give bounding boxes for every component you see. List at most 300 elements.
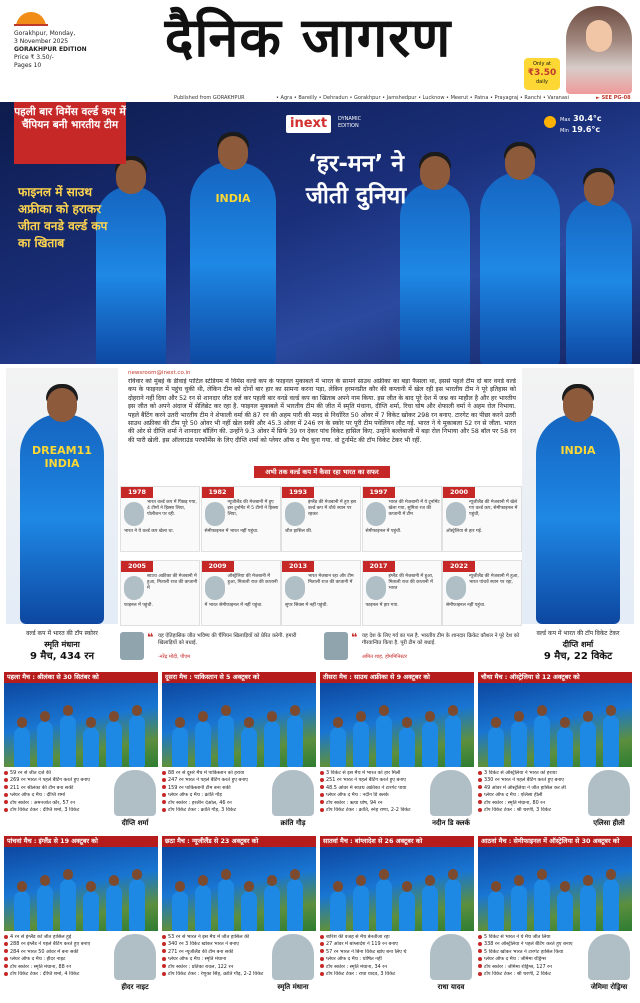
team-player (603, 715, 619, 767)
match-fact: 269 रन भारत ने पहले बैटिंग करते हुए बनाए (4, 777, 112, 784)
edition-name: GORAKHPUR EDITION (14, 46, 87, 53)
match-fact: टॉप विकेट टेकर : दीप्ति शर्मा, 3 विकेट (4, 807, 112, 814)
match-fact: टॉप विकेट टेकर : श्री चरणी, 3 विकेट (478, 807, 586, 814)
edition-place: Gorakhpur, Monday, (14, 30, 76, 37)
team-player (353, 721, 369, 767)
team-player (195, 885, 211, 931)
bullet-icon (478, 785, 482, 789)
team-player (511, 721, 527, 767)
player-of-match-photo (272, 934, 314, 980)
team-player (376, 715, 392, 767)
match-photo (320, 683, 474, 767)
timeline-result: ऑस्ट्रेलिया से हार गई. (446, 529, 483, 534)
match-heading: छठा मैच : न्यूजीलैंड से 23 अक्टूबर को (162, 836, 316, 847)
timeline-year: 1993 (282, 487, 314, 498)
timeline-year: 1978 (121, 487, 153, 498)
team-player (195, 721, 211, 767)
bullet-icon (478, 778, 482, 782)
weather-min: 19.6°c (571, 125, 601, 134)
timeline-text: न्यूजीलैंड की मेजबानी में खेले गए वर्ल्ड कप, सेमीफाइनल में पहुंची, (469, 500, 518, 517)
quote-author: -नरेंद्र मोदी, पीएम (158, 654, 191, 660)
match-fact: प्लेयर ऑफ द मैच : जेमिमा रोड्रिग्स (478, 956, 586, 963)
timeline-result: सेमीफाइनल में भारत नहीं पहुंचा. (204, 529, 259, 534)
team-player (264, 885, 280, 931)
match-fact: टॉप स्कोरर : जेमिमा रोड्रिग्स, 127 रन (478, 964, 586, 971)
timeline-result: भारत ने ये वर्ल्ड कप खेला था. (124, 529, 174, 534)
match-card (162, 836, 316, 996)
timeline-card (362, 486, 442, 552)
player-of-match-photo (430, 934, 472, 980)
bullet-icon (162, 808, 166, 812)
match-fact: प्लेयर ऑफ द मैच : घोषित नहीं (320, 956, 428, 963)
bullet-icon (4, 808, 8, 812)
bullet-icon (478, 800, 482, 804)
match-fact: प्लेयर ऑफ द मैच : क्रांति गौड़ (162, 792, 270, 799)
bullet-icon (478, 935, 482, 939)
timeline-year: 1997 (363, 487, 395, 498)
bullet-icon (162, 793, 166, 797)
right-caption: वर्ल्ड कप में भारत की टॉप विकेट टेकर (536, 630, 620, 637)
match-fact: टॉप स्कोरर : स्मृति मंधाना, 80 रन (478, 800, 586, 807)
bullet-icon (320, 964, 324, 968)
right-player-name: दीप्ति शर्मा (562, 640, 594, 649)
match-fact: 251 रन भारत ने पहले बैटिंग करते हुए बनाए (320, 777, 428, 784)
timeline-card (201, 560, 281, 626)
player-of-match-name: हीदर नाइट (121, 983, 149, 991)
team-player (330, 727, 346, 767)
match-card (320, 672, 474, 832)
match-fact: 5 विकेट खोकर भारत ने टारगेट हासिल किया (478, 949, 586, 956)
captain-photo (446, 502, 466, 526)
match-heading: आठवां मैच : सेमीफाइनल में ऑस्ट्रेलिया से 30 अक्टूबर को (478, 836, 632, 847)
bullet-icon (478, 942, 482, 946)
timeline-result: फाइनल में पहुंची. (124, 603, 153, 608)
match-fact: टॉप स्कोरर : स्मृति मंधाना, 34 रन (320, 964, 428, 971)
team-player (60, 879, 76, 931)
bullet-icon (320, 808, 324, 812)
bullet-icon (162, 935, 166, 939)
match-fact: प्लेयर ऑफ द मैच : दीप्ति शर्मा (4, 792, 112, 799)
hero-player (566, 198, 632, 364)
timeline-text: ऑस्ट्रेलिया की मेजबानी में हुआ, मिताली राज की कप्तानी (227, 574, 278, 585)
team-player (106, 885, 122, 931)
left-player-name: स्मृति मंधाना (44, 640, 80, 649)
team-player (376, 879, 392, 931)
headline-line-2: जीती दुनिया (305, 183, 407, 209)
match-facts (4, 934, 112, 978)
team-player (264, 721, 280, 767)
bullet-icon (478, 771, 482, 775)
match-fact: 57 रन भारत ने बिना विकेट खोए बना लिए थे (320, 949, 428, 956)
main-headline (272, 148, 440, 212)
inext-subtitle: DYNAMIC EDITION (338, 116, 362, 129)
edition-info (14, 30, 104, 70)
team-player (172, 727, 188, 767)
match-fact: 159 रन पाकिस्तानी टीम बना सकी (162, 785, 270, 792)
timeline-card (201, 486, 281, 552)
quote-mark-icon: ❝ (147, 631, 154, 644)
quote-text: यह देश के लिए गर्व का पल है. भारतीय टीम के शानदार क्रिकेट कौशल ने पूरे देश को गौरवान्वित किया है. पूरी टीम को बधाई. (362, 633, 520, 646)
match-fact: टॉप विकेट टेकर : दीप्ति शर्मा, 4 विकेट (4, 971, 112, 978)
weather-min-label: Min (560, 128, 569, 134)
match-fact: टॉप स्कोरर : स्मृति मंधाना, 88 रन (4, 964, 112, 971)
bullet-icon (478, 949, 482, 953)
match-facts (478, 770, 586, 814)
timeline-result: फाइनल में हार गया. (365, 603, 399, 608)
match-fact: प्लेयर ऑफ द मैच : नदीन डि क्लर्क (320, 792, 428, 799)
bullet-icon (4, 935, 8, 939)
match-photo (162, 847, 316, 931)
bullet-icon (4, 771, 8, 775)
team-player (218, 879, 234, 931)
captain-photo (366, 576, 386, 600)
match-card (4, 836, 158, 996)
timeline-card (442, 560, 522, 626)
match-photo (478, 683, 632, 767)
modi-photo (120, 632, 144, 660)
ad-person-image (566, 6, 632, 94)
weather-box (560, 114, 602, 136)
timeline-year: 2013 (282, 561, 314, 572)
bullet-icon (4, 949, 8, 953)
bullet-icon (4, 785, 8, 789)
city-navbar (0, 94, 640, 102)
match-heading: सातवां मैच : बांग्लादेश से 26 अक्टूबर को (320, 836, 474, 847)
player-of-match-name: स्मृति मंधाना (277, 983, 309, 991)
match-fact: 88 रन से दूसरे मैच में पाकिस्तान को हराया (162, 770, 270, 777)
captain-photo (205, 576, 225, 600)
match-photo (478, 847, 632, 931)
match-fact: 53 रन से भारत ने इस मैच में जीत हासिल की (162, 934, 270, 941)
weather-max: 30.4°c (573, 114, 602, 123)
world-cup-timeline (120, 486, 522, 628)
match-fact: 27 ओवर में बांग्लादेश ने 119 रन बनाए (320, 941, 428, 948)
quote-modi (120, 632, 316, 662)
match-fact: प्लेयर ऑफ द मैच : स्मृति मंधाना (162, 956, 270, 963)
team-player (14, 891, 30, 931)
bullet-icon (478, 808, 482, 812)
story-body: रविवार को मुंबई के डीवाई पाटिल स्टेडियम में विमेंस वर्ल्ड कप के फाइनल मुकाबले में भारत के सामने साउथ अफ्रीका का बड़ा फैसला था, इससे पहले टीम दो बार वनडे वर्ल्ड कप के फाइनल में पहुंच चुकी थी, लेकिन टीम को दोनों बार हार का सामना करना पड़ा, लेकिन हरमनप्रीत कौर की कप्तानी में खेल रही इस भारतीय टीम ने पूरे इतिहास को दोहराने नहीं दिया और 52 रन से शानदार जीत दर्ज कर पहली बार वनडे वर्ल्ड कप का खिताब अपने नाम किया. इस जीत के बाद पूरे देश में जश्न का माहौल है और हर भारतीय इस जीत को अपने अंदाज में सेलिब्रेट कर रहा है. फाइनल मुकाबले में भारतीय टीम की जीत में स्मृति मंधाना, दीप्ति शर्मा, रिचा घोष और शेफाली वर्मा ने अहम रोल निभाया. पहले बैटिंग करने उतरी भारतीय टीम ने शेफाली वर्मा की 87 रन की अहम पारी की मदद से निर्धारित 50 ओवर में 7 विकेट खोकर 298 रन बनाए. टारगेट का पीछा करने उतरी साउथ अफ्रीका की टीम पूरे 50 ओवर भी नहीं खेल सकी और 45.3 ओवर में 246 रन के स्कोर पर पूरी टीम पवेलियन लौट गई. भारत ने ये मुकाबला 52 रन से जीता. भारत की ओर से दीप्ति शर्मा ने शानदार बॉलिंग की. उन्होंने 9.3 ओवर में सिर्फ 39 रन देकर पांच विकेट हासिल किए. उन्होंने बल्लेबाजी में बड़ा रोल निभाया और 58 बॉल पर 58 रन की पारी खेली. इस ऑलराउंड परफॉर्मेंस के लिए दीप्ति शर्मा को प्लेयर ऑफ द मैच चुना गया. वो टूर्नामेंट की टॉप विकेट टेकर भी रहीं. (128, 378, 516, 444)
left-jersey-text: DREAM11 INDIA (32, 444, 92, 470)
match-card (320, 836, 474, 996)
bullet-icon (478, 972, 482, 976)
captain-photo (446, 576, 466, 600)
bullet-icon (478, 793, 482, 797)
right-player-stat: 9 मैच, 22 विकेट (543, 651, 613, 662)
hero-kicker: पहली बार विमेंस वर्ल्ड कप में चैंपियन बनी भारतीय टीम (14, 102, 126, 164)
team-player (422, 885, 438, 931)
match-fact: टॉप स्कोरर : अमनजोत कौर, 57 रन (4, 800, 112, 807)
bullet-icon (320, 771, 324, 775)
timeline-card (120, 486, 200, 552)
see-page-link[interactable]: ► SEE PG-08 (596, 95, 631, 101)
team-player (511, 885, 527, 931)
timeline-text: न्यूजीलैंड की मेजबानी में हुआ, भारत पांचवें स्थान पर रहा, (469, 574, 519, 585)
price-badge-top: Only at (532, 61, 552, 67)
team-player (399, 891, 415, 931)
bullet-icon (4, 957, 8, 961)
bullet-icon (4, 942, 8, 946)
weather-sun-icon (544, 116, 556, 128)
bullet-icon (320, 957, 324, 961)
match-heading: तीसरा मैच : साउथ अफ्रीका से 9 अक्टूबर को (320, 672, 474, 683)
team-player (488, 891, 504, 931)
edition-date: 3 November 2025 (14, 38, 69, 45)
player-of-match-name: राधा यादव (437, 983, 465, 991)
timeline-year: 2009 (202, 561, 234, 572)
timeline-text: भारत मेजबान रहा और टीम मिताली राज की कप्तानी में (308, 574, 354, 585)
left-player-stat: 9 मैच, 434 रन (29, 651, 95, 662)
match-fact: 49 ओवर में ऑस्ट्रेलिया ने जीत हासिल कर ली (478, 785, 586, 792)
match-photo (162, 683, 316, 767)
player-of-match-photo (272, 770, 314, 816)
hero-player (190, 162, 276, 364)
bullet-icon (162, 964, 166, 968)
player-of-match-photo (588, 934, 630, 980)
timeline-card (120, 560, 200, 626)
captain-photo (124, 502, 144, 526)
deepti-sharma-photo (522, 368, 634, 624)
timeline-result: जीत हासिल की. (285, 529, 313, 534)
match-card (4, 672, 158, 832)
bullet-icon (4, 800, 8, 804)
left-caption: वर्ल्ड कप में भारत की टॉप स्कोरर (26, 630, 98, 637)
timeline-card (362, 560, 442, 626)
timeline-year: 1982 (202, 487, 234, 498)
match-fact: टॉप विकेट टेकर : राधा यादव, 3 विकेट (320, 971, 428, 978)
hero-subhead: फाइनल में साउथ अफ्रीका को हराकर जीता वनडे वर्ल्ड कप का खिताब (18, 185, 108, 250)
edition-price: Price ₹ 3.50/- (14, 54, 54, 61)
team-player (287, 879, 303, 931)
team-player (534, 879, 550, 931)
player-of-match-photo (114, 770, 156, 816)
team-player (445, 879, 461, 931)
bullet-icon (320, 935, 324, 939)
timeline-text: न्यूजीलैंड की मेजबानी में हुए इस टूर्नामेंट में 5 टीमों ने हिस्सा लिया, (227, 500, 279, 517)
bullet-icon (162, 785, 166, 789)
timeline-heading: अभी तक वर्ल्ड कप में कैसा रहा भारत का सफर (254, 466, 390, 478)
player-of-match-name: जेमिमा रोड्रिग्स (590, 983, 628, 991)
team-player (488, 727, 504, 767)
city-list: • Agra • Bareilly • Dehradun • Gorakhpur • Jamshedpur • Lucknow • Meerut • Patna • Prayagraj • Ranchi • Varanasi (276, 95, 569, 101)
match-heading: चौथा मैच : ऑस्ट्रेलिया से 12 अक्टूबर को (478, 672, 632, 683)
match-facts (478, 934, 586, 978)
player-of-match-name: दीप्ति शर्मा (121, 819, 149, 827)
timeline-year: 2017 (363, 561, 395, 572)
timeline-card (281, 560, 361, 626)
bullet-icon (320, 778, 324, 782)
bullet-icon (320, 942, 324, 946)
match-card (162, 672, 316, 832)
weather-max-label: Max (560, 117, 571, 123)
team-player (241, 727, 257, 767)
player-of-match-photo (114, 934, 156, 980)
player-of-match-name: एलिसा हीली (593, 819, 625, 827)
team-player (37, 885, 53, 931)
match-card (478, 672, 632, 832)
match-fact: बारिश की वजह से मैच बेनतीजा रहा (320, 934, 428, 941)
player-of-match-name: क्रांति गौड़ (280, 819, 306, 827)
match-fact: 330 रन भारत ने पहले बैटिंग करते हुए बनाए (478, 777, 586, 784)
captain-photo (366, 502, 386, 526)
captain-photo (205, 502, 225, 526)
smriti-mandhana-photo (6, 368, 118, 624)
bullet-icon (162, 778, 166, 782)
right-jersey-text: INDIA (560, 444, 596, 457)
bullet-icon (320, 949, 324, 953)
match-photo (320, 847, 474, 931)
hero-player (480, 172, 560, 364)
shah-photo (324, 632, 348, 660)
team-player (330, 891, 346, 931)
captain-photo (124, 576, 144, 600)
quote-shah (324, 632, 520, 662)
team-player (106, 721, 122, 767)
timeline-year: 2000 (443, 487, 475, 498)
match-heading: दूसरा मैच : पाकिस्तान से 5 अक्टूबर को (162, 672, 316, 683)
sun-logo-icon (14, 8, 48, 26)
headline-line-1: ‘हर-मन’ ने (308, 151, 404, 177)
bullet-icon (162, 949, 166, 953)
jersey-text: INDIA (215, 192, 251, 205)
match-fact: 3 विकेट से ऑस्ट्रेलिया ने भारत को हराया (478, 770, 586, 777)
timeline-text: इंग्लैंड की मेजबानी में हुए इस वर्ल्ड कप में चौथे स्थान पर रहकर (308, 500, 356, 517)
match-fact: 247 रन भारत ने पहले बैटिंग करते हुए बनाए (162, 777, 270, 784)
bullet-icon (162, 972, 166, 976)
team-player (218, 715, 234, 767)
team-player (445, 715, 461, 767)
team-player (83, 891, 99, 931)
bullet-icon (4, 778, 8, 782)
team-player (580, 885, 596, 931)
match-fact: 48.5 ओवर में साउथ अफ्रीका ने टारगेट पाया (320, 785, 428, 792)
match-fact: 284 रन भारत 50 ओवर में बना सकी (4, 949, 112, 956)
team-player (37, 721, 53, 767)
team-player (557, 727, 573, 767)
inext-logo: inext (286, 115, 331, 133)
captain-photo (285, 576, 305, 600)
team-player (129, 879, 145, 931)
team-player (241, 891, 257, 931)
price-badge-bottom: daily (536, 79, 548, 85)
timeline-result: सुपर सिक्स में नहीं पहुंची. (285, 603, 328, 608)
match-facts (320, 770, 428, 814)
newspaper-title: दैनिक जागरण (164, 5, 452, 69)
price-badge (524, 58, 560, 90)
bullet-icon (4, 793, 8, 797)
timeline-text: भारत वर्ल्ड कप में पिछड़ गया, 4 टीमों ने हिस्सा लिया, पोलीशन पर रही. (147, 500, 197, 517)
bullet-icon (320, 800, 324, 804)
player-of-match-photo (430, 770, 472, 816)
match-heading: पहला मैच : श्रीलंका से 30 सितंबर को (4, 672, 158, 683)
match-fact: 4 रन से इंग्लैंड को जीत हासिल हुई (4, 934, 112, 941)
match-fact: 288 रन इंग्लैंड ने पहले बैटिंग करते हुए बनाए (4, 941, 112, 948)
bullet-icon (478, 964, 482, 968)
team-player (557, 891, 573, 931)
bullet-icon (4, 972, 8, 976)
match-fact: 5 विकेट से भारत ने ये मैच जीत लिया (478, 934, 586, 941)
match-fact: 59 रन से जीत दर्ज की (4, 770, 112, 777)
bullet-icon (162, 942, 166, 946)
bullet-icon (162, 800, 166, 804)
captain-photo (285, 502, 305, 526)
match-photo (4, 683, 158, 767)
match-photo (4, 847, 158, 931)
team-player (129, 715, 145, 767)
newsroom-email[interactable]: newsroom@inext.co.in (128, 370, 191, 376)
hero-photo (0, 102, 640, 364)
timeline-text: इंग्लैंड की मेजबानी में हुआ, मिताली राज की कप्तानी में भारत (388, 574, 434, 591)
team-player (60, 715, 76, 767)
bullet-icon (320, 785, 324, 789)
published-from: Published from GORAKHPUR (174, 95, 245, 101)
bullet-icon (320, 972, 324, 976)
team-player (580, 721, 596, 767)
hero-left-column (14, 102, 124, 358)
match-fact: टॉप स्कोरर : हरलीन देओल, 46 रन (162, 800, 270, 807)
team-player (399, 727, 415, 767)
timeline-card (442, 486, 522, 552)
bullet-icon (4, 964, 8, 968)
match-fact: 340 रन 3 विकेट खोकर भारत ने बनाए (162, 941, 270, 948)
match-fact: टॉप विकेट टेकर : क्रांति गौड़, 3 विकेट (162, 807, 270, 814)
match-facts (4, 770, 112, 814)
match-fact: टॉप स्कोरर : प्रतिका रावल, 122 रन (162, 964, 270, 971)
edition-pages: Pages 10 (14, 62, 42, 69)
bullet-icon (162, 771, 166, 775)
quote-mark-icon: ❝ (351, 631, 358, 644)
match-heading: पांचवां मैच : इंग्लैंड से 19 अक्टूबर को (4, 836, 158, 847)
timeline-result: में भारत सेमीफाइनल में नहीं पहुंचा. (204, 603, 263, 608)
match-fact: 338 रन ऑस्ट्रेलिया ने पहले बैटिंग करते हुए बनाए (478, 941, 586, 948)
match-fact: 3 विकेट से इस मैच में भारत को हार मिली (320, 770, 428, 777)
match-fact: 211 रन श्रीलंका की टीम बना सकी (4, 785, 112, 792)
team-player (422, 721, 438, 767)
match-fact: टॉप विकेट टेकर : क्रांति, स्नेह राणा, 2-2 विकेट (320, 807, 428, 814)
team-player (353, 885, 369, 931)
timeline-year: 2005 (121, 561, 153, 572)
match-facts (162, 934, 270, 978)
price-badge-amount: ₹3.50 (527, 68, 557, 78)
timeline-result: सेमीफाइनल नहीं पहुंचा. (446, 603, 486, 608)
timeline-card (281, 486, 361, 552)
team-player (603, 879, 619, 931)
bullet-icon (320, 793, 324, 797)
team-player (534, 715, 550, 767)
team-player (172, 891, 188, 931)
masthead (0, 0, 640, 96)
bullet-icon (478, 957, 482, 961)
team-player (83, 727, 99, 767)
quotes-row (120, 632, 522, 662)
quote-author: अमित शाह, होममिनिस्टर (362, 654, 407, 660)
player-of-match-name: नदीन डि क्लर्क (432, 819, 470, 827)
team-player (287, 715, 303, 767)
player-of-match-photo (588, 770, 630, 816)
timeline-result: सेमीफाइनल में पहुंची. (365, 529, 402, 534)
quote-text: यह ऐतिहासिक जीत भविष्य की चैंपियन खिलाड़ियों को प्रेरित करेगी. हमारी खिलाड़ियों को बधाई. (158, 633, 297, 646)
timeline-text: साउथ अफ्रीका की मेजबानी में हुआ, मिताली राज की कप्तानी में (147, 574, 198, 591)
match-card (478, 836, 632, 996)
match-fact: टॉप विकेट टेकर : श्री चरणी, 2 विकेट (478, 971, 586, 978)
timeline-year: 2022 (443, 561, 475, 572)
team-player (14, 727, 30, 767)
match-fact: प्लेयर ऑफ द मैच : हीदर नाइट (4, 956, 112, 963)
match-facts (320, 934, 428, 978)
match-fact: 271 रन न्यूजीलैंड की टीम बना सकी (162, 949, 270, 956)
match-fact: प्लेयर ऑफ द मैच : एलिसा हीली (478, 792, 586, 799)
match-fact: टॉप स्कोरर : ऋचा घोष, 94 रन (320, 800, 428, 807)
